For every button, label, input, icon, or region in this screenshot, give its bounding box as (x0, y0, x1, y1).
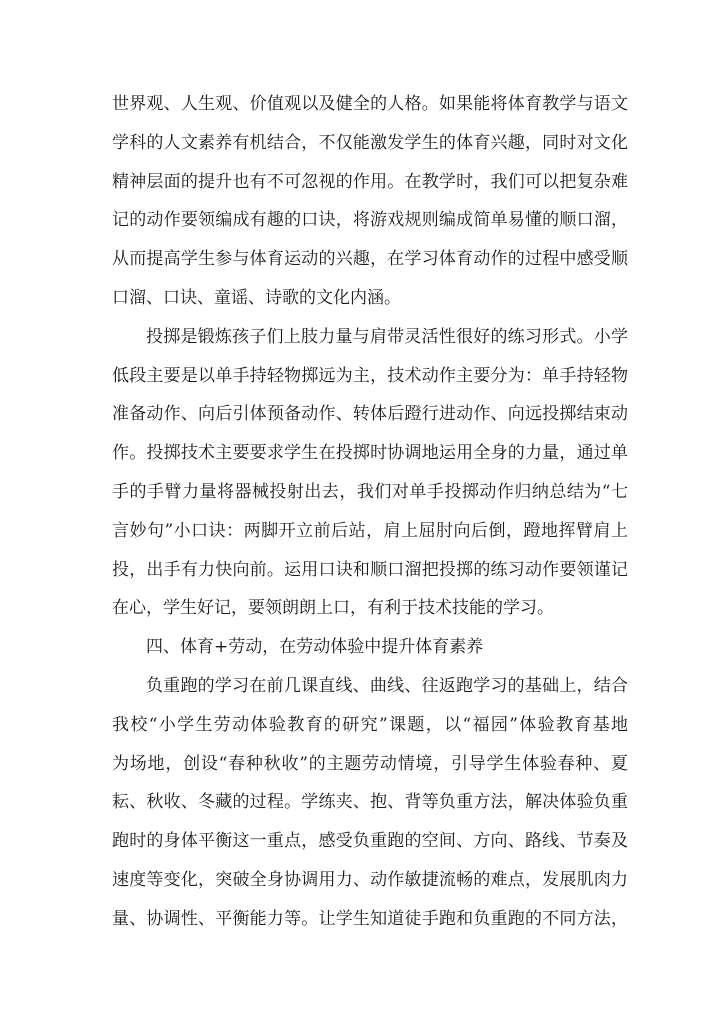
text-line: 低段主要是以单手持轻物掷远为主，技术动作主要分为：单手持轻物 (112, 365, 628, 386)
text-line: 投，出手有力快向前。运用口诀和顺口溜把投掷的练习动作要领谨记 (112, 559, 628, 580)
text-line: 学科的人文素养有机结合，不仅能激发学生的体育兴趣，同时对文化 (112, 132, 628, 153)
section-heading: 四、体育+劳动，在劳动体验中提升体育素养 (146, 637, 484, 658)
text-line: 言妙句”小口诀：两脚开立前后站，肩上屈肘向后倒，蹬地挥臂肩上 (112, 520, 628, 541)
text-line: 世界观、人生观、价值观以及健全的人格。如果能将体育教学与语文 (112, 94, 628, 114)
text-line: 跑时的身体平衡这一重点，感受负重跑的空间、方向、路线、节奏及 (112, 831, 628, 852)
text-line: 在心，学生好记，要领朗朗上口，有利于技术技能的学习。 (112, 598, 554, 619)
text-line: 我校“小学生劳动体验教育的研究”课题，以“福园”体验教育基地 (112, 714, 628, 735)
text-line: 量、协调性、平衡能力等。让学生知道徒手跑和负重跑的不同方法， (112, 908, 628, 929)
paragraph-start-line: 投掷是锻炼孩子们上肢力量与肩带灵活性很好的练习形式。小学 (146, 326, 628, 347)
text-line: 手的手臂力量将器械投射出去，我们对单手投掷动作归纳总结为“七 (112, 481, 628, 502)
text-line: 记的动作要领编成有趣的口诀，将游戏规则编成简单易懂的顺口溜， (112, 210, 628, 231)
body-text (112, 85, 628, 939)
text-line: 准备动作、向后引体预备动作、转体后蹬行进动作、向远投掷结束动 (112, 404, 628, 425)
text-line: 从而提高学生参与体育运动的兴趣，在学习体育动作的过程中感受顺 (112, 249, 628, 270)
text-line: 精神层面的提升也有不可忽视的作用。在教学时，我们可以把复杂难 (112, 171, 628, 192)
text-line: 口溜、口诀、童谣、诗歌的文化内涵。 (112, 287, 401, 308)
text-line: 为场地，创设“春种秋收”的主题劳动情境，引导学生体验春种、夏 (112, 753, 628, 774)
text-line: 作。投掷技术主要要求学生在投掷时协调地运用全身的力量，通过单 (112, 443, 628, 464)
text-line: 耘、秋收、冬藏的过程。学练夹、抱、背等负重方法，解决体验负重 (112, 792, 628, 813)
paragraph-start-line: 负重跑的学习在前几课直线、曲线、往返跑学习的基础上，结合 (146, 675, 628, 696)
text-line: 速度等变化，突破全身协调用力、动作敏捷流畅的难点，发展肌肉力 (112, 869, 628, 890)
